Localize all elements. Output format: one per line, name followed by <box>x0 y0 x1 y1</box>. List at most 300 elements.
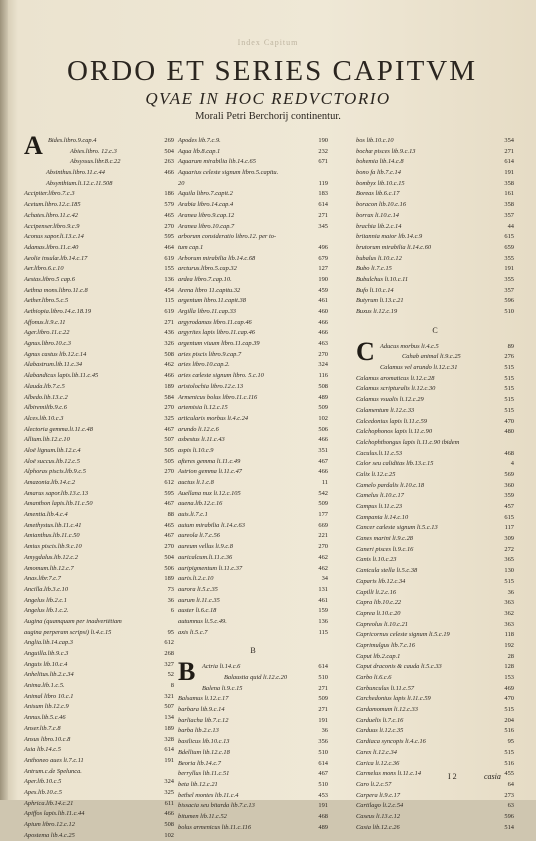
index-entry <box>356 296 514 307</box>
entry-title: Anguis lib.10.c.4 <box>24 660 68 668</box>
entry-title: asbestus li.11.c.43 <box>178 436 225 444</box>
entry-title: aries cæleste signum libro. 5.c.10 <box>178 372 264 380</box>
index-entry <box>178 531 328 542</box>
entry-title: axis li.5.c.7 <box>178 628 208 636</box>
index-entry <box>178 737 328 748</box>
index-entry <box>178 617 328 628</box>
entry-title: Apes.lib.10.c.5 <box>24 788 62 796</box>
entry-page: 614 <box>504 158 514 166</box>
entry-title: Asia lib.14.c.5 <box>24 746 61 754</box>
entry-page: 508 <box>318 382 328 390</box>
entry-title: Anas.libr.7.c.7 <box>24 575 61 583</box>
entry-title: Calix li.12.c.25 <box>356 470 396 478</box>
index-entry <box>178 489 328 500</box>
entry-page: 467 <box>164 425 174 433</box>
index-entry <box>178 275 328 286</box>
entry-page: 191 <box>504 169 514 177</box>
entry-title: Affonus.li.9.c.11 <box>24 318 66 326</box>
index-entry <box>24 147 174 158</box>
entry-title: Calamus vsualis li.12.c.29 <box>356 396 424 404</box>
entry-page: 615 <box>504 513 514 521</box>
entry-page: 480 <box>504 428 514 436</box>
entry-page: 611 <box>164 799 174 807</box>
entry-title: Aranea libro.9.cap.12 <box>178 211 235 219</box>
index-entry <box>178 606 328 617</box>
index-entry <box>178 812 328 823</box>
index-entry <box>24 478 174 489</box>
index-entry <box>24 521 174 532</box>
title-line-3: Morali Petri Berchorij continentur. <box>195 111 341 122</box>
index-entry <box>356 254 514 265</box>
entry-page: 357 <box>504 286 514 294</box>
index-entry <box>24 222 174 233</box>
index-entry <box>356 523 514 534</box>
entry-page: 467 <box>164 532 174 540</box>
entry-page: 134 <box>164 714 174 722</box>
index-entry <box>178 339 328 350</box>
entry-page: 127 <box>318 265 328 273</box>
entry-title: Aether.libro.5.c.5 <box>24 297 69 305</box>
entry-page: 505 <box>164 457 174 465</box>
index-entry <box>178 446 328 457</box>
entry-title: berryllus lib.11.c.51 <box>178 770 230 778</box>
index-entry <box>24 189 174 200</box>
entry-title: Accipenser.libro.9.c.9 <box>24 222 80 230</box>
entry-title: Caput lib.2.cap.1 <box>356 652 401 660</box>
entry-title: Calchophthongus lapis li.11.c.90 ibidem <box>356 438 460 446</box>
index-entry <box>178 318 328 329</box>
index-entry <box>24 211 174 222</box>
index-entry <box>24 307 174 318</box>
section-letter-b: B <box>250 646 256 656</box>
entry-title: Bubulchus li.10.c.11 <box>356 275 409 283</box>
index-entry <box>178 168 328 179</box>
index-entry <box>356 352 514 363</box>
index-entry <box>178 254 328 265</box>
entry-page: 465 <box>164 521 174 529</box>
entry-title: auris.li.2.c.10 <box>178 575 214 583</box>
entry-title: Bides.libro.9.cap.4 <box>48 137 97 144</box>
index-entry <box>356 545 514 556</box>
entry-page: 466 <box>164 372 174 380</box>
index-entry <box>178 360 328 371</box>
index-entry <box>24 724 174 735</box>
entry-title: Acetum.libro.12.c.185 <box>24 201 81 209</box>
index-entry <box>24 382 174 393</box>
entry-page: 355 <box>504 275 514 283</box>
entry-title: Buxus li.12.c.19 <box>356 308 398 315</box>
entry-title: Auellana nux li.12.c.105 <box>178 489 241 497</box>
entry-page: 466 <box>164 810 174 818</box>
index-entry <box>356 716 514 727</box>
index-entry <box>356 363 514 374</box>
entry-page: 466 <box>318 318 328 326</box>
entry-title: beta lib.12.c.21 <box>178 780 218 788</box>
entry-page: 459 <box>318 286 328 294</box>
entry-page: 669 <box>318 521 328 529</box>
entry-title: Anima.lib.1.c.5. <box>24 682 65 690</box>
title-line-2: QVAE IN HOC REDVCTORIO <box>145 89 391 108</box>
entry-page: 324 <box>318 361 328 369</box>
entry-title: Campus li.11.c.23 <box>356 503 403 510</box>
entry-page: 464 <box>164 243 174 251</box>
index-entry <box>356 157 514 168</box>
entry-title: Aethna mons.libro.11.c.8 <box>24 286 88 294</box>
entry-page: 466 <box>318 436 328 444</box>
entry-page: 463 <box>318 340 328 348</box>
entry-title: Aranea libro.10.cap.7 <box>178 222 235 230</box>
entry-page: 115 <box>164 297 174 305</box>
running-head: Index Capitum <box>237 38 299 47</box>
entry-page: 462 <box>318 564 328 572</box>
index-entry <box>356 147 514 158</box>
entry-title: Allium.lib.12.c.10 <box>24 436 70 444</box>
entry-page: 506 <box>164 564 174 572</box>
index-entry <box>178 382 328 393</box>
index-entry <box>356 211 514 222</box>
index-entry <box>24 371 174 382</box>
index-entry <box>24 809 174 820</box>
entry-page: 516 <box>504 759 514 767</box>
entry-page: 659 <box>504 243 514 251</box>
index-entry <box>24 243 174 254</box>
entry-page: 192 <box>504 641 514 649</box>
entry-page: 118 <box>504 631 514 639</box>
entry-title: Aphrica.lib.14.c.21 <box>24 799 74 807</box>
entry-title: Anisum lib.12.c.9 <box>24 703 69 711</box>
entry-title: 20 <box>178 179 185 187</box>
entry-page: 469 <box>504 684 514 692</box>
index-entry <box>356 566 514 577</box>
entry-page: 356 <box>318 738 328 746</box>
entry-title: augina perperam scripsi) li.4.c.15 <box>24 628 112 636</box>
index-entry <box>178 136 328 147</box>
entry-title: Carpera li.9.c.17 <box>356 791 401 799</box>
entry-page: 507 <box>164 703 174 711</box>
index-entry <box>356 673 514 684</box>
index-entry <box>24 254 174 265</box>
entry-page: 595 <box>164 233 174 241</box>
index-entry <box>24 638 174 649</box>
entry-title: Caro li.2.c.57 <box>356 780 392 788</box>
index-entry <box>24 574 174 585</box>
entry-title: Calamus aromaticus li.12.c.28 <box>356 374 435 382</box>
entry-page: 467 <box>164 500 174 508</box>
entry-title: auricalcum.li.11.c.36 <box>178 553 233 561</box>
entry-title: Alabandicus lapis.lib.11.c.45 <box>24 372 99 380</box>
entry-title: brachia lib.2.c.14 <box>356 222 402 230</box>
entry-title: bubalus li.10.c.12 <box>356 254 402 262</box>
entry-title: Calamentum li.12.c.33 <box>356 406 415 414</box>
index-entry <box>178 371 328 382</box>
entry-page: 8 <box>170 682 174 690</box>
entry-title: argentum libro.11.capit.38 <box>178 297 246 305</box>
entry-title: Alabastrum.lib.11.c.34 <box>24 361 83 369</box>
entry-title: Aducus morbus li.4.c.5 <box>380 342 439 350</box>
index-entry <box>356 395 514 406</box>
entry-page: 516 <box>504 727 514 735</box>
entry-page: 115 <box>318 628 328 636</box>
index-entry <box>24 296 174 307</box>
index-entry <box>178 264 328 275</box>
entry-page: 362 <box>504 609 514 617</box>
index-entry <box>356 791 514 802</box>
index-entry <box>24 489 174 500</box>
entry-title: basilicus lib.10.c.13 <box>178 738 230 746</box>
index-entry <box>24 200 174 211</box>
index-entry <box>178 328 328 339</box>
entry-page: 584 <box>164 393 174 401</box>
index-entry <box>24 318 174 329</box>
index-entry <box>356 823 514 834</box>
entry-title: aries piscis libro.9.cap.7 <box>178 350 242 358</box>
entry-title: aries libro.10.cap.2. <box>178 361 230 369</box>
index-entry <box>356 417 514 428</box>
entry-title: Canes marini li.9.c.28 <box>356 535 413 543</box>
index-entry <box>178 200 328 211</box>
entry-title: articularis morbus li.4.c.24 <box>178 414 249 422</box>
entry-page: 326 <box>164 340 174 348</box>
entry-title: Armenicus bolus libro.11.c.116 <box>178 393 258 401</box>
index-entry <box>178 189 328 200</box>
index-entry <box>24 328 174 339</box>
entry-page: 36 <box>507 588 514 596</box>
entry-page: 161 <box>504 190 514 198</box>
index-entry <box>24 435 174 446</box>
entry-page: 204 <box>504 716 514 724</box>
entry-title: Aloë succus.lib.12.c.5 <box>24 457 80 465</box>
index-entry <box>24 360 174 371</box>
entry-page: 358 <box>504 201 514 209</box>
index-entry <box>24 232 174 243</box>
index-entry <box>24 542 174 553</box>
entry-page: 462 <box>164 361 174 369</box>
entry-title: barliacha lib.7.c.12 <box>178 716 229 724</box>
entry-page: 357 <box>504 211 514 219</box>
index-entry <box>178 801 328 812</box>
entry-title: argentum viuum libro.11.cap.39 <box>178 340 260 348</box>
index-entry <box>24 553 174 564</box>
entry-title: Cancer cæleste signum li.5.c.13 <box>356 524 438 532</box>
entry-page: 489 <box>318 393 328 401</box>
index-entry <box>356 374 514 385</box>
index-entry <box>24 628 174 639</box>
index-entry <box>356 780 514 791</box>
index-entry <box>356 200 514 211</box>
index-entry <box>178 147 328 158</box>
decorated-initial: A <box>24 131 43 160</box>
index-entry <box>178 673 328 684</box>
entry-title: Aquarius celeste signum libro.5.capitu. <box>178 169 279 177</box>
entry-title: Balsamus li.12.c.17 <box>178 695 229 703</box>
entry-title: Carbo li.6.c.6 <box>356 674 392 681</box>
entry-page: 614 <box>164 746 174 754</box>
index-entry <box>178 716 328 727</box>
entry-page: 619 <box>164 254 174 262</box>
index-entry <box>178 211 328 222</box>
entry-title: Carbunculus li.11.c.57 <box>356 684 415 692</box>
index-entry <box>356 630 514 641</box>
entry-page: 28 <box>507 652 514 660</box>
entry-page: 309 <box>504 535 514 543</box>
entry-page: 515 <box>504 396 514 404</box>
index-entry <box>356 555 514 566</box>
entry-page: 189 <box>164 382 174 390</box>
entry-title: auium mirabilia li.14.c.63 <box>178 521 245 529</box>
index-entry <box>24 713 174 724</box>
entry-title: tum cap.1 <box>178 243 204 251</box>
entry-title: Aquila libro.7.capit.2 <box>178 190 233 198</box>
entry-title: Cartilago li.2.c.54 <box>356 802 404 810</box>
index-entry <box>356 588 514 599</box>
entry-title: argyrodamas libro.11.cap.46 <box>178 318 252 326</box>
entry-page: 510 <box>318 748 328 756</box>
entry-page: 191 <box>318 716 328 724</box>
index-entry <box>356 801 514 812</box>
entry-title: Ansus libro.10.c.8 <box>24 735 71 743</box>
entry-title: artemisia li.12.c.15 <box>178 404 228 412</box>
entry-title: Amomum.lib.12.c.7 <box>24 564 74 572</box>
entry-title: Annus.lib.5.c.46 <box>24 714 66 722</box>
index-entry <box>24 168 174 179</box>
index-entry <box>178 243 328 254</box>
entry-page: 514 <box>504 823 514 831</box>
entry-page: 189 <box>164 575 174 583</box>
index-entry <box>24 339 174 350</box>
entry-page: 11 <box>321 479 328 486</box>
index-entry <box>356 598 514 609</box>
entry-title: aureum vellus li.9.c.8 <box>178 543 233 551</box>
entry-page: 363 <box>504 620 514 628</box>
entry-title: brutorum mirabilia li.14.c.60 <box>356 243 432 251</box>
index-column-3 <box>356 136 514 833</box>
entry-title: Angelus lib.2.c.1 <box>24 596 67 604</box>
index-entry <box>356 406 514 417</box>
entry-title: bissacia seu bitarda lib.7.c.13 <box>178 802 255 810</box>
index-entry <box>178 414 328 425</box>
index-entry <box>356 812 514 823</box>
signature-mark: I 2 <box>448 772 457 781</box>
entry-title: Antrum.c.de Spelunca. <box>24 767 82 775</box>
index-entry <box>24 649 174 660</box>
index-entry <box>24 414 174 425</box>
entry-title: Alectoria gemma.li.11.c.48 <box>24 425 93 433</box>
entry-page: 509 <box>318 404 328 412</box>
entry-title: auster li.6.c.18 <box>178 607 217 615</box>
entry-page: 619 <box>164 308 174 315</box>
entry-title: Caparis lib.12.c.34 <box>356 577 406 585</box>
entry-title: Carica li.12.c.36 <box>356 759 400 767</box>
entry-title: Amethystus.lib.11.c.41 <box>24 521 82 529</box>
entry-title: aureola li.7.c.56 <box>178 532 221 540</box>
entry-title: Arabia libro.14.cap.4 <box>178 201 234 209</box>
index-entry <box>24 585 174 596</box>
index-entry <box>24 425 174 436</box>
entry-page: 468 <box>318 812 328 820</box>
index-entry <box>24 179 174 190</box>
entry-page: 102 <box>318 414 328 422</box>
entry-title: Beoria lib.14.c.7 <box>178 759 221 767</box>
entry-title: arborum consideratio libro.12. per to- <box>178 233 277 241</box>
entry-page: 117 <box>504 524 514 532</box>
index-entry <box>356 264 514 275</box>
entry-page: 612 <box>164 479 174 486</box>
index-entry <box>24 457 174 468</box>
entry-title: aurum li.11.c.35 <box>178 596 220 604</box>
entry-title: Angelus lib.1.c.2. <box>24 607 69 615</box>
entry-title: Aconus sapor.li.13.c.14 <box>24 233 84 241</box>
entry-page: 116 <box>318 372 328 380</box>
entry-title: arundo li.12.c.6 <box>178 425 219 433</box>
entry-title: Albedo.lib.13.c.2 <box>24 393 68 401</box>
entry-page: 270 <box>164 543 174 551</box>
entry-title: Carex li.12.c.34 <box>356 748 397 756</box>
entry-page: 506 <box>318 425 328 433</box>
entry-page: 596 <box>504 812 514 820</box>
entry-page: 455 <box>504 770 514 778</box>
entry-title: Amarus sapor.lib.13.c.13 <box>24 489 89 497</box>
index-entry <box>24 393 174 404</box>
entry-page: 102 <box>164 831 174 839</box>
index-entry <box>178 791 328 802</box>
entry-title: Abies.libro. 12.c.3 <box>70 147 117 155</box>
index-entry <box>24 531 174 542</box>
entry-page: 359 <box>504 492 514 500</box>
entry-title: Caprea li.10.c.20 <box>356 609 401 617</box>
entry-title: Amianthus.lib.11.c.50 <box>24 532 80 540</box>
entry-title: Cardiaca syncopis li.4.c.16 <box>356 738 426 746</box>
entry-page: 365 <box>504 556 514 564</box>
entry-title: auripigmentum li.11.c.37 <box>178 564 243 572</box>
entry-title: Camelo pardalis li.10.c.18 <box>356 481 425 489</box>
entry-page: 466 <box>164 169 174 177</box>
entry-page: 460 <box>318 308 328 315</box>
entry-title: Aper.lib.10.c.5 <box>24 778 62 786</box>
index-entry <box>356 726 514 737</box>
index-entry <box>356 459 514 470</box>
index-entry <box>178 157 328 168</box>
entry-page: 325 <box>164 414 174 422</box>
entry-page: 614 <box>318 663 328 671</box>
entry-title: Aeolie insulæ.lib.14.c.17 <box>24 254 88 262</box>
index-entry <box>178 457 328 468</box>
entry-page: 136 <box>318 617 328 625</box>
entry-title: Actria li.14.c.6 <box>202 663 241 671</box>
index-entry <box>356 694 514 705</box>
entry-title: Aestas.libro.5 cap.6 <box>24 275 75 283</box>
entry-title: Amygdalus.lib.12.c.2 <box>24 553 78 561</box>
index-entry <box>178 823 328 834</box>
entry-title: argyrites lapis libro.11.cap.46 <box>178 329 255 337</box>
entry-title: Anthoneo aues li.7.c.11 <box>24 756 84 764</box>
entry-title: Carduus li.12.c.35 <box>356 727 404 735</box>
entry-page: 268 <box>164 650 174 657</box>
entry-title: Accipiter.libro.7.c.3 <box>24 190 75 198</box>
index-entry <box>24 264 174 275</box>
entry-page: 355 <box>504 254 514 262</box>
index-entry <box>178 705 328 716</box>
index-entry <box>178 222 328 233</box>
entry-page: 461 <box>318 596 328 604</box>
entry-page: 595 <box>164 489 174 497</box>
index-entry <box>178 232 328 243</box>
entry-page: 273 <box>504 791 514 799</box>
entry-page: 515 <box>504 748 514 756</box>
entry-title: auctus li.1.c.8 <box>178 479 214 486</box>
entry-page: 73 <box>167 585 174 593</box>
entry-page: 155 <box>164 265 174 273</box>
index-entry <box>24 510 174 521</box>
